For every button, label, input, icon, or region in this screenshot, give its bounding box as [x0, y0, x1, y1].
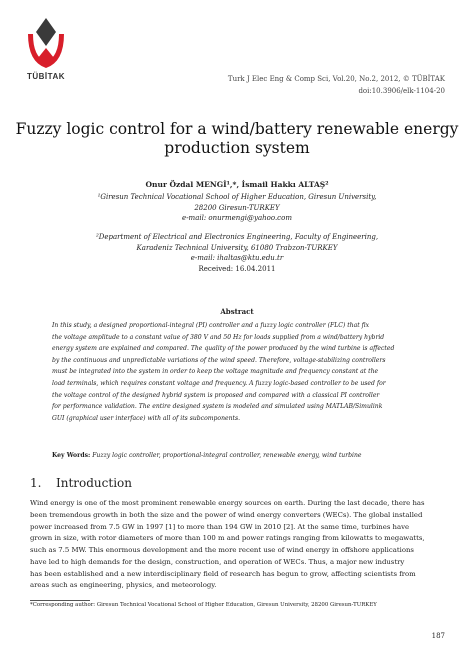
section-title: Introduction	[56, 476, 132, 490]
affiliation-1	[0, 192, 474, 224]
affiliation-2-line-1: ²Department of Electrical and Electronics Engineering, Faculty of Engineering,	[95, 233, 379, 241]
affiliation-1-email[interactable]: e-mail: onurmengi@yahoo.com	[182, 214, 292, 222]
footnote: *Corresponding author: Giresun Technical Vocational School of Higher Education, Giresun University, 28200 Giresun-TURKEY	[30, 602, 377, 608]
page-number: 187	[431, 632, 445, 640]
affiliation-2	[0, 232, 474, 264]
journal-citation: Turk J Elec Eng & Comp Sci, Vol.20, No.2, 2012, © TÜBİTAK	[227, 75, 445, 83]
body-line: areas such as engineering, physics, and meteorology.	[30, 581, 217, 590]
body-line: been tremendous growth in both the size and the power of wind energy converters (WECs). The global installed	[30, 510, 423, 519]
title-line-2: production system	[164, 139, 310, 157]
abstract-body	[52, 320, 426, 424]
body-line: has been established and a new interdisciplinary field of research has begun to grow, affecting scientists from	[30, 569, 416, 578]
keywords-label: Key Words:	[52, 452, 91, 459]
doi: doi:10.3906/elk-1104-20	[358, 87, 445, 95]
body-line: power increased from 7.5 GW in 1997 [1] to more than 194 GW in 2010 [2]. At the same time, turbines have	[30, 522, 410, 531]
section-number: 1.	[30, 476, 42, 490]
affiliation-1-line-2: 28200 Giresun-TURKEY	[194, 203, 280, 212]
abstract-line: must be integrated into the system in order to keep the voltage magnitude and frequency constant at the	[52, 368, 379, 376]
title-line-1: Fuzzy logic control for a wind/battery renewable energy	[15, 120, 459, 138]
abstract-line: for performance validation. The entire designed system is modeled and simulated using MATLAB/Simulink	[52, 403, 383, 411]
authors: Onur Özdal MENGİ¹,*, İsmail Hakkı ALTAŞ²	[145, 180, 329, 189]
abstract-line: GUI (graphical user interface) with all of its subcomponents.	[52, 414, 241, 422]
abstract-line: In this study, a designed proportional-integral (PI) controller and a fuzzy logic controller (FLC) that fix	[52, 322, 370, 329]
paper-title	[0, 120, 474, 158]
keywords-list: Fuzzy logic controller, proportional-integral controller, renewable energy, wind turbine	[92, 452, 362, 459]
body-line: such as 7.5 MW. This enormous development and the more recent use of wind energy in offshore applications	[30, 546, 414, 554]
abstract-line: the voltage control of the designed hybrid system is proposed and compared with a classical PI controller	[52, 391, 380, 399]
abstract-line: load terminals, which requires constant voltage and frequency. A fuzzy logic-based controller to be used for	[52, 379, 386, 387]
affiliation-2-line-2: Karadeniz Technical University, 61080 Trabzon-TURKEY	[136, 243, 338, 252]
body-line: grown in size, with rotor diameters of more than 100 m and power ratings ranging from kilowatts to megawatts,	[30, 534, 425, 543]
body-line: Wind energy is one of the most prominent renewable energy sources on earth. During the last decade, there has	[30, 499, 425, 507]
keywords	[52, 452, 426, 459]
affiliation-2-email[interactable]: e-mail: ihaltas@ktu.edu.tr	[190, 254, 284, 262]
received-date: Received: 16.04.2011	[198, 265, 276, 273]
abstract-heading: Abstract	[220, 307, 254, 316]
tubitak-emblem-icon	[26, 14, 66, 72]
tubitak-logo	[26, 14, 86, 92]
affiliation-1-line-1: ¹Giresun Technical Vocational School of Higher Education, Giresun University,	[97, 193, 377, 201]
abstract-line: energy system are explained and compared. The quality of the power produced by the wind turbine is affected	[52, 345, 395, 353]
journal-info	[228, 73, 445, 97]
logo-wordmark: TÜBİTAK	[26, 72, 65, 81]
body-line: have led to high demands for the design, construction, and operation of WECs. Thus, a major new industry	[30, 557, 405, 566]
introduction-body	[30, 498, 444, 592]
abstract-line: by the continuous and unpredictable variations of the wind speed. Therefore, voltage-stabilizing controllers	[52, 356, 386, 364]
footnote-divider	[30, 600, 90, 601]
abstract-line: the voltage amplitude to a constant value of 380 V and 50 Hz for loads supplied from a wind/battery hybrid	[52, 333, 385, 341]
section-heading	[30, 476, 132, 490]
